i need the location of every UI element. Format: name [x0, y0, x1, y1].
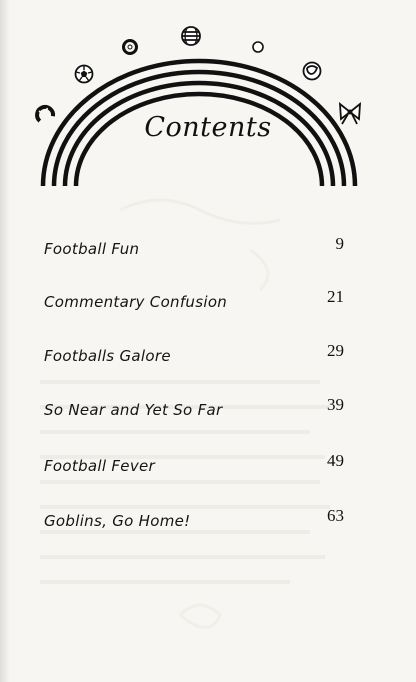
- toc-entry: [44, 451, 344, 487]
- chapter-title: Commentary Confusion: [44, 293, 228, 311]
- chapter-page-number: 29: [327, 341, 344, 360]
- chapter-page-number: 49: [327, 451, 344, 470]
- chapter-title: Football Fever: [44, 457, 156, 475]
- toc-entry: [44, 395, 344, 431]
- chapter-title: Football Fun: [44, 240, 140, 258]
- toc-entry: [44, 341, 344, 377]
- toc-entry: [44, 287, 344, 323]
- chapter-page-number: 21: [327, 287, 344, 306]
- page-title: Contents: [144, 112, 272, 143]
- chapter-page-number: 63: [327, 506, 344, 525]
- chapter-title: Goblins, Go Home!: [44, 512, 191, 530]
- chapter-page-number: 39: [327, 395, 344, 414]
- chapter-title: Footballs Galore: [44, 347, 171, 365]
- toc-entry: [44, 506, 344, 542]
- chapter-page-number: 9: [335, 234, 344, 253]
- chapter-title: So Near and Yet So Far: [44, 401, 223, 419]
- toc-entry: [44, 234, 344, 270]
